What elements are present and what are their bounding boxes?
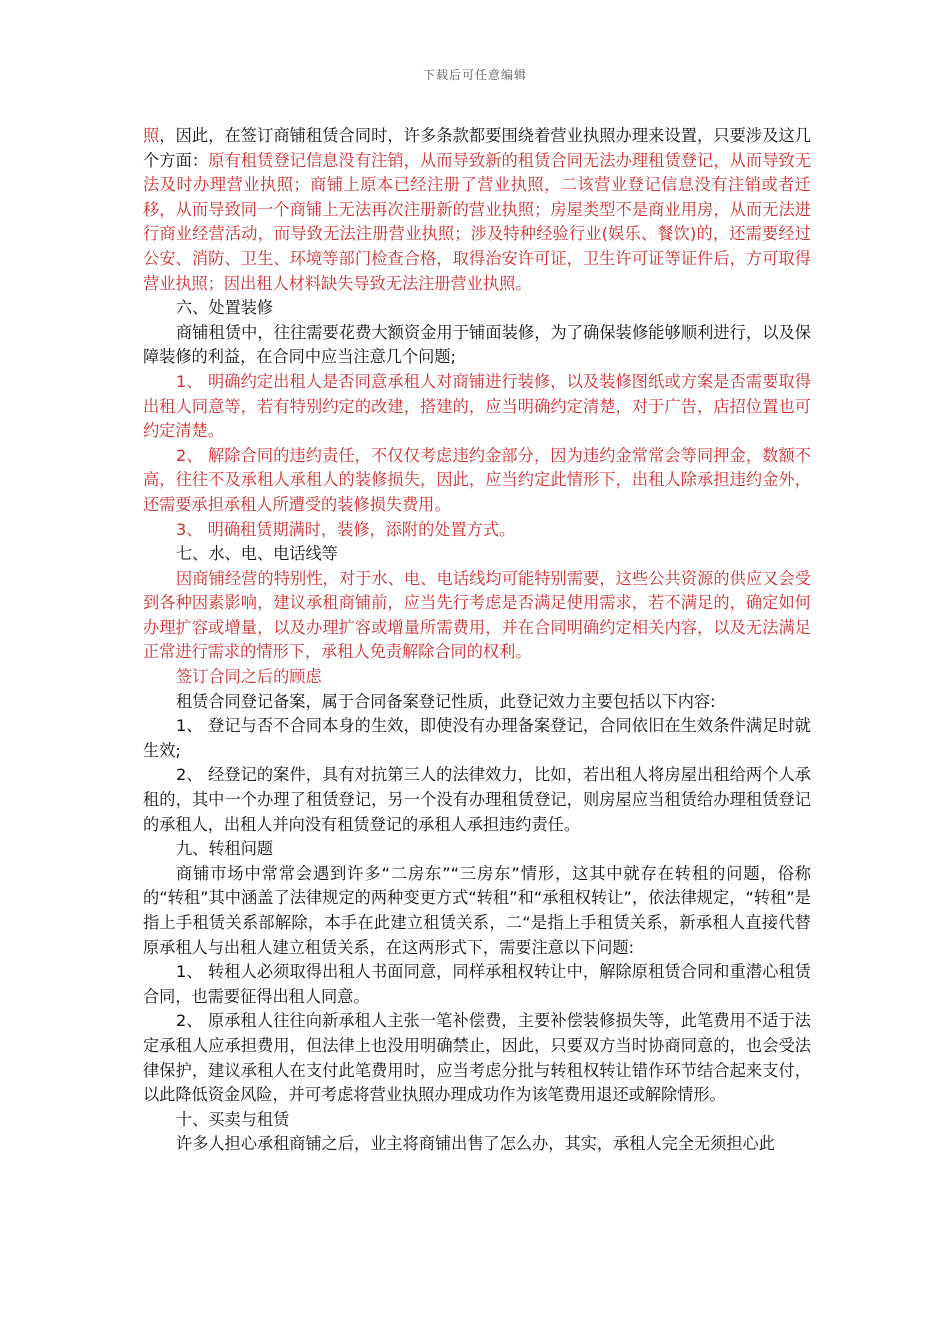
text-segment: 六、处置装修	[176, 298, 274, 318]
text-segment: 九、转租问题	[176, 839, 274, 859]
document-body	[143, 124, 811, 1157]
paragraph	[143, 714, 811, 763]
page-header: 下载后可任意编辑	[422, 68, 527, 82]
paragraph	[143, 370, 811, 444]
text-segment: 商铺市场中常常会遇到许多“二房东”“三房东”情形，这其中就存在转租的问题，俗称的“转租”其中涵盖了法律规定的两种变更方式“转租”和“承租权转让”，依法律规定，“转租”是指上手租赁关系部解除，本手在此建立租赁关系，二“是指上手租赁关系，新承租人直接代替原承租人与出租人建立租赁关系，在这两形式下，需要注意以下问题:	[143, 863, 811, 957]
paragraph	[143, 665, 811, 690]
text-segment: 七、水、电、电话线等	[176, 544, 338, 564]
paragraph	[143, 321, 811, 370]
paragraph	[143, 837, 811, 862]
paragraph	[143, 542, 811, 567]
paragraph	[143, 1009, 811, 1107]
paragraph	[143, 960, 811, 1009]
text-segment: 2、 解除合同的违约责任，不仅仅考虑违约金部分，因为违约金常常会等同押金，数额不高，往往不及承租人承租人的装修损失，因此，应当约定此情形下，出租人除承担违约金外，还需要承担承租人所遭受的装修损失费用。	[143, 445, 811, 514]
paragraph	[143, 1108, 811, 1133]
paragraph	[143, 567, 811, 665]
paragraph	[143, 296, 811, 321]
paragraph	[143, 690, 811, 715]
text-segment: 许多人担心承租商铺之后，业主将商铺出售了怎么办，其实，承租人完全无须担心此	[176, 1134, 775, 1154]
paragraph	[143, 518, 811, 543]
text-segment: 照	[143, 126, 160, 145]
text-segment: 签订合同之后的顾虑	[176, 667, 322, 687]
paragraph	[143, 862, 811, 960]
paragraph	[143, 763, 811, 837]
paragraph	[143, 444, 811, 518]
paragraph	[143, 124, 811, 296]
text-segment: 十、买卖与租赁	[176, 1109, 290, 1129]
text-segment: 2、 经登记的案件，具有对抗第三人的法律效力，比如，若出租人将房屋出租给两个人承租的，其中一个办理了租赁登记，另一个没有办理租赁登记，则房屋应当租赁给办理租赁登记的承租人，出租人并向没有租赁登记的承租人承担违约责任。	[143, 765, 811, 834]
text-segment: 1、 明确约定出租人是否同意承租人对商铺进行装修，以及装修图纸或方案是否需要取得出租人同意等，若有特别约定的改建，搭建的，应当明确约定清楚，对于广告，店招位置也可约定清楚。	[143, 371, 811, 441]
text-segment: ，因此，在签订商铺租赁合同时，许多条款都要围绕着营业执照办理来设置，只要涉及这几个方面：	[143, 126, 811, 170]
text-segment: 因商铺经营的特别性，对于水、电、电话线均可能特别需要，这些公共资源的供应又会受到各种因素影响，建议承租商铺前，应当先行考虑是否满足使用需求，若不满足的，确定如何办理扩容或增量，以及办理扩容或增量所需费用，并在合同明确约定相关内容，以及无法满足正常进行需求的情形下，承租人免责解除合同的权利。	[143, 568, 811, 662]
paragraph	[143, 1132, 811, 1157]
text-segment: 商铺租赁中，往往需要花费大额资金用于铺面装修，为了确保装修能够顺利进行，以及保障装修的利益，在合同中应当注意几个问题;	[143, 322, 811, 367]
text-segment: 原有租赁登记信息没有注销，从而导致新的租赁合同无法办理租赁登记，从而导致无法及时办理营业执照；商铺上原本已经注册了营业执照，二该营业登记信息没有注销或者迁移，从而导致同一个商铺上无法再次注册新的营业执照；房屋类型不是商业用房，从而无法进行商业经营活动，而导致无法注册营业执照；涉及特种经验行业(娱乐、餐饮)的，还需要经过公安、消防、卫生、环境等部门检查合格，取得治安许可证，卫生许可证等证件后，方可取得营业执照；因出租人材料缺失导致无法注册营业执照。	[143, 150, 812, 293]
text-segment: 1、 登记与否不合同本身的生效，即使没有办理备案登记，合同依旧在生效条件满足时就生效;	[143, 716, 811, 760]
text-segment: 3、 明确租赁期满时，装修，添附的处置方式。	[176, 519, 516, 539]
text-segment: 租赁合同登记备案，属于合同备案登记性质，此登记效力主要包括以下内容:	[176, 691, 716, 711]
text-segment: 1、 转租人必须取得出租人书面同意，同样承租权转让中，解除原租赁合同和重潜心租赁合同，也需要征得出租人同意。	[143, 962, 811, 1006]
text-segment: 2、 原承租人往往向新承租人主张一笔补偿费，主要补偿装修损失等，此笔费用不适于法定承租人应承担费用，但法律上也没用明确禁止，因此，只要双方当时协商同意的，也会受法律保护，建议承租人在支付此笔费用时，应当考虑分批与转租权转让错作环节结合起来支付，以此降低资金风险，并可考虑将营业执照办理成功作为该笔费用退还或解除情形。	[143, 1011, 811, 1105]
